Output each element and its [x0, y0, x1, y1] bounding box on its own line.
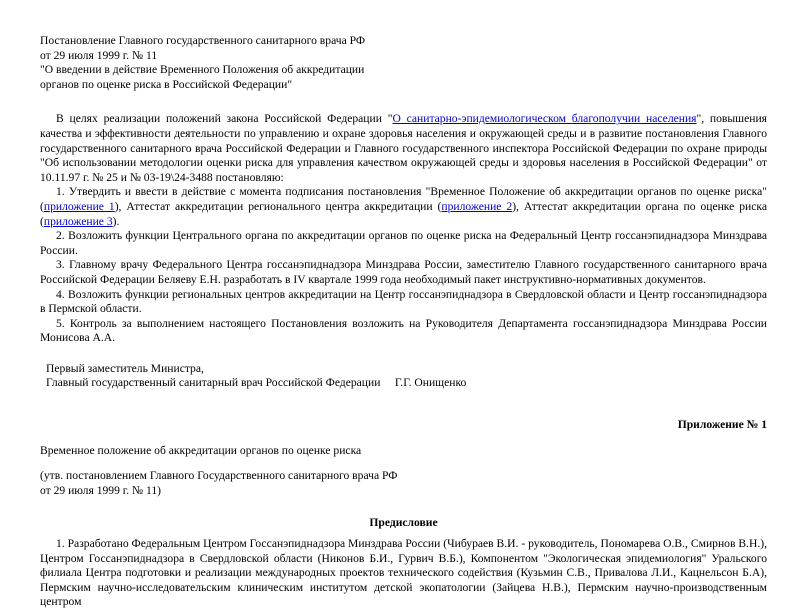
- appendix-title: Временное положение об аккредитации органов по оценке риска: [40, 443, 362, 457]
- item-1-text: ), Аттестат аккредитации органа по оценке риска (: [40, 199, 767, 228]
- appendix-ref-line: от 29 июля 1999 г. № 11): [40, 483, 162, 497]
- item-1-text: 1. Утвердить и ввести в действие с момента подписания постановления "Временное Положение об аккредитации органов по оценке риска" (: [40, 185, 767, 213]
- signature-block: [40, 362, 767, 391]
- header-line: Постановление Главного государственного санитарного врача РФ: [40, 34, 366, 47]
- appendix-1-link[interactable]: приложение 1: [43, 199, 115, 213]
- header-line: от 29 июля 1999 г. № 11: [40, 48, 158, 62]
- appendix-3-link[interactable]: приложение 3: [43, 214, 113, 228]
- appendix-2-link[interactable]: приложение 2: [441, 199, 513, 213]
- preface-paragraph: 1. Разработано Федеральным Центром Госсанэпиднадзора Минздрава России (Чибураев В.И. - руководитель, Пономарева О.В., Смирнов В.Н.), Центром Госсанэпиднадзора в Свердловской области (Никонов Б.И., Гурвич В.Б.), Компонентом "Экологическая эпидемиология" Уральского филиала Центра подготовки и реализации международных проектов технического содействия (Кузьмин С.В., Привалова Л.И., Кацнельсон Б.А), Пермским научно-исследовательским клиническим институтом детской экопатологии (Зайцева Н.В.), Пермским научно-производственным центром: [40, 537, 767, 609]
- item-1-text: ), Аттестат аккредитации регионального центра аккредитации (: [114, 199, 442, 213]
- preface-heading: Предисловие: [369, 516, 438, 530]
- intro-text-start: В целях реализации положений закона Российской Федерации ": [56, 112, 393, 126]
- item-4: 4. Возложить функции региональных центров аккредитации на Центр госсанэпиднадзора в Свердловской области и Центр госсанэпиднадзора в Пермской области.: [40, 287, 767, 316]
- signature-line-1: Первый заместитель Министра,: [46, 361, 204, 375]
- appendix-reference: [40, 469, 767, 498]
- signature-line-2: Главный государственный санитарный врач Российской Федерации Г.Г. Онищенко: [46, 376, 467, 390]
- document-header: [40, 34, 767, 92]
- item-5: 5. Контроль за выполнением настоящего Постановления возложить на Руководителя Департамента госсанэпиднадзора Минздрава России Монисова А.А.: [40, 316, 767, 345]
- appendix-label: Приложение № 1: [677, 418, 767, 432]
- intro-text-end: ", повышения качества и эффективности деятельности по управлению и охране здоровья населения и окружающей среды и в развитие постановления Главного государственного санитарного врача Российской Федерации и Главного государственного инспектора Российской Федерации по охране природы "Об использовании методологии оценки риска для управления качеством окружающей среды и здоровья населения в Российской Федерации" от 10.11.97 г. № 25 и № 03-19\24-3488 постановляю:: [40, 112, 767, 184]
- item-1: [40, 185, 767, 229]
- header-line: органов по оценке риска в Российской Федерации": [40, 77, 293, 91]
- item-2: 2. Возложить функции Центрального органа по аккредитации органов по оценке риска на Федеральный Центр госсанэпиднадзора Минздрава России.: [40, 229, 767, 257]
- header-line: "О введении в действие Временного Положения об аккредитации: [40, 63, 365, 77]
- intro-paragraph: [40, 112, 767, 185]
- item-3: 3. Главному врачу Федерального Центра госсанэпиднадзора Минздрава России, заместителю Главного государственного санитарного врача Российской Федерации Беляеву Е.Н. разработать в IV квартале 1999 года необходимый пакет инструктивно-нормативных документов.: [40, 258, 767, 286]
- law-link[interactable]: О санитарно-эпидемиологическом благополучии населения: [392, 112, 697, 126]
- item-1-text: ).: [112, 214, 120, 228]
- appendix-ref-line: (утв. постановлением Главного Государственного санитарного врача РФ: [40, 469, 398, 483]
